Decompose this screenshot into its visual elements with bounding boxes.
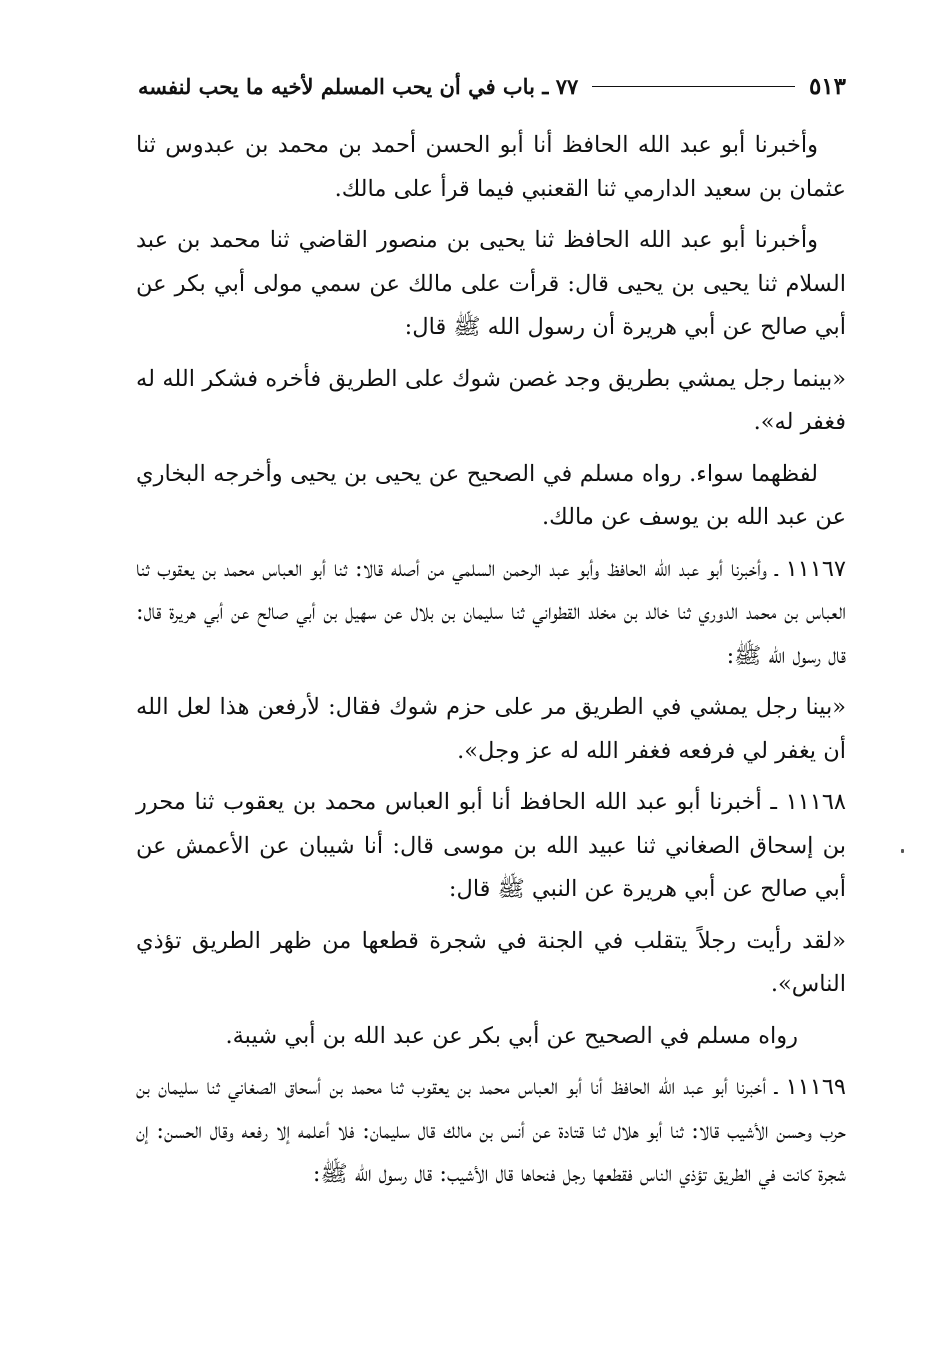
isnad-paragraph: وأخبرنا أبو عبد الله الحافظ أنا أبو الحسن أحمد بن محمد بن عبدوس ثنا عثمان بن سعيد الدارمي ثنا القعنبي فيما قرأ على مالك. — [136, 132, 846, 202]
scan-speck — [901, 849, 904, 853]
page-number: ٥١٣ — [808, 72, 846, 100]
header-rule — [592, 86, 795, 87]
hadith-text: «لقد رأيت رجلاً يتقلب في الجنة في شجرة قطعها من ظهر الطريق تؤذي الناس». — [136, 927, 846, 997]
page-header — [138, 66, 846, 106]
source-note: رواه مسلم في الصحيح عن أبي بكر عن عبد الله بن أبي شيبة. — [225, 1022, 798, 1049]
chapter-title: ٧٧ ـ باب في أن يحب المسلم لأخيه ما يحب لنفسه — [138, 73, 579, 99]
numbered-hadith-11167: ١١١٦٧ ـ وأخبرنا أبو عبد الله الحافظ وأبو عبد الرحمن السلمي من أصله قالا: ثنا أبو العباس محمد بن يعقوب ثنا العباس بن محمد الدوري ثنا خالد بن مخلد القطواني ثنا سليمان بن بلال عن سهيل بن أبي صالح عن أبي هريرة قال: قال رسول الله ﷺ: — [136, 555, 846, 669]
numbered-hadith-11169: ١١١٦٩ ـ أخبرنا أبو عبد الله الحافظ أنا أبو العباس محمد بن يعقوب ثنا محمد بن أسحاق الصغاني ثنا سليمان بن حرب وحسن الأشيب قالا: ثنا أبو هلال ثنا قتادة عن أنس بن مالك قال سليمان: فلا أعلمه إلا رفعه وقال الحسن: إن شجرة كانت في الطريق تؤذي الناس فقطعها رجل فنحاها قال الأشيب: قال رسول الله ﷺ: — [136, 1074, 847, 1187]
isnad-paragraph: وأخبرنا أبو عبد الله الحافظ ثنا يحيى بن منصور القاضي ثنا محمد بن عبد السلام ثنا يحيى بن يحيى قال: قرأت على مالك عن سمي مولى أبي بكر عن أبي صالح عن أبي هريرة أن رسول الله ﷺ قال: — [136, 227, 846, 340]
hadith-text: «بينما رجل يمشي بطريق وجد غصن شوك على الطريق فأخره فشكر الله له فغفر له». — [136, 365, 846, 435]
numbered-hadith-11168: ١١١٦٨ ـ أخبرنا أبو عبد الله الحافظ أنا أبو العباس محمد بن يعقوب ثنا محرر بن إسحاق الصغاني ثنا عبيد الله بن موسى قال: أنا شيبان عن الأعمش عن أبي صالح عن أبي هريرة عن النبي ﷺ قال: — [136, 789, 846, 902]
hadith-text: «بينا رجل يمشي في الطريق مر على حزم شوك فقال: لأرفعن هذا لعل الله أن يغفر لي فرفعه فغفر الله له عز وجل». — [136, 694, 846, 764]
body-text — [136, 124, 846, 1205]
commentary-paragraph: لفظهما سواء. رواه مسلم في الصحيح عن يحيى بن يحيى وأخرجه البخاري عن عبد الله بن يوسف عن مالك. — [136, 460, 846, 530]
